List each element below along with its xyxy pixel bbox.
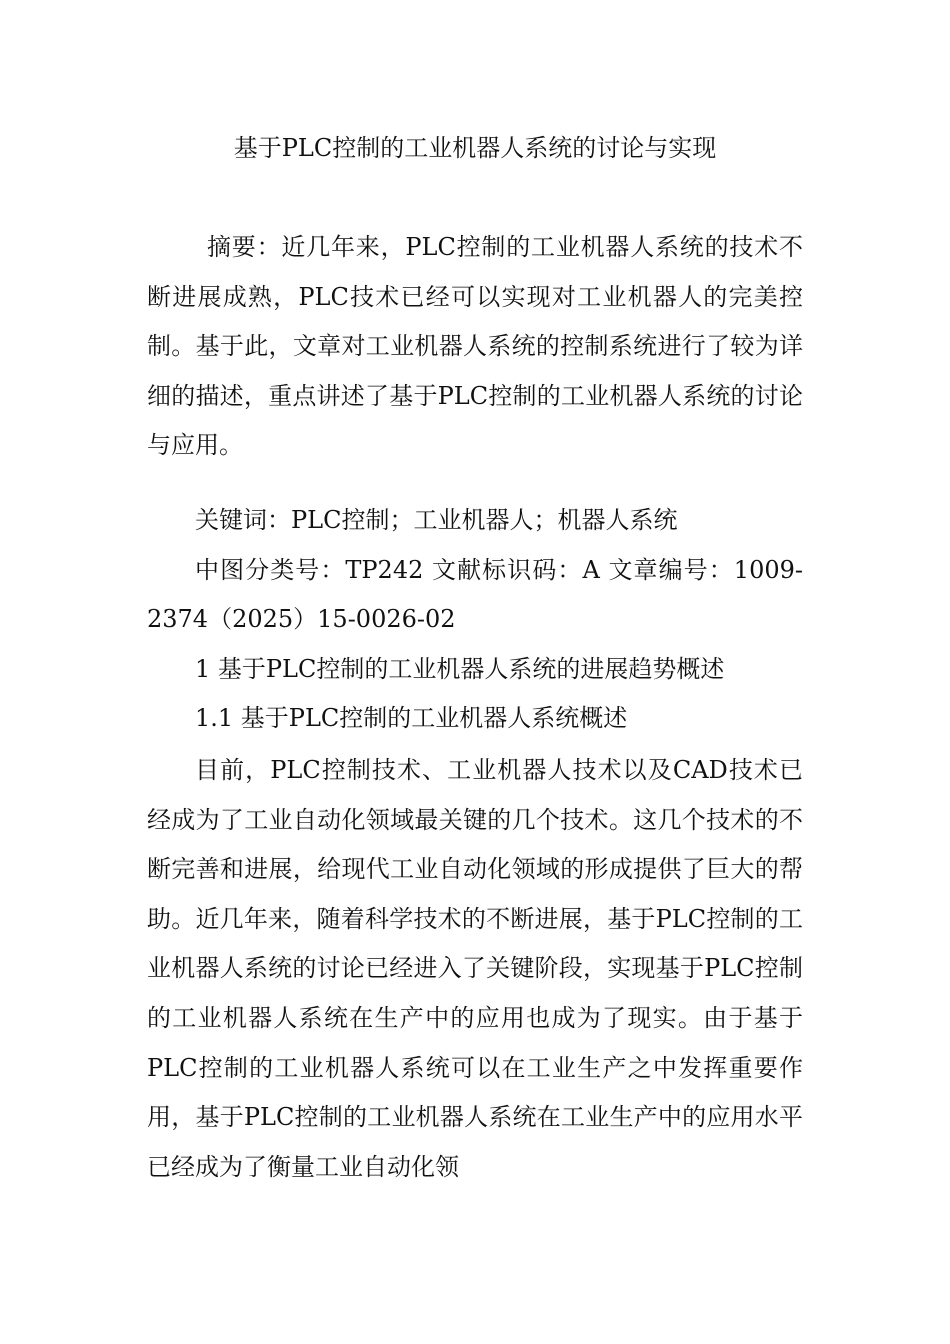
keywords-line: 关键词：PLC控制；工业机器人；机器人系统 [195,506,678,534]
page-title: 基于PLC控制的工业机器人系统的讨论与实现 [233,134,717,162]
metadata-block [147,496,803,744]
body-paragraph: 目前，PLC控制技术、工业机器人技术以及CAD技术已经成为了工业自动化领域最关键的几个技术。这几个技术的不断完善和进展，给现代工业自动化领域的形成提供了巨大的帮助。近几年来，随着科学技术的不断进展，基于PLC控制的工业机器人系统的讨论已经进入了关键阶段，实现基于PLC控制的工业机器人系统在生产中的应用也成为了现实。由于基于PLC控制的工业机器人系统可以在工业生产之中发挥重要作用，基于PLC控制的工业机器人系统在工业生产中的应用水平已经成为了衡量工业自动化领 [147,756,803,1181]
section-heading: 1 基于PLC控制的工业机器人系统的进展趋势概述 [195,654,725,683]
abstract-paragraph: 摘要：近几年来，PLC控制的工业机器人系统的技术不断进展成熟，PLC技术已经可以实现对工业机器人的完美控制。基于此，文章对工业机器人系统的控制系统进行了较为详细的描述，重点讲述了基于PLC控制的工业机器人系统的讨论与应用。 [147,233,803,460]
classification-line: 中图分类号：TP242 文献标识码：A 文章编号：1009-2374（2025）15-0026-02 [147,555,803,634]
subsection-heading: 1.1 基于PLC控制的工业机器人系统概述 [195,704,628,733]
